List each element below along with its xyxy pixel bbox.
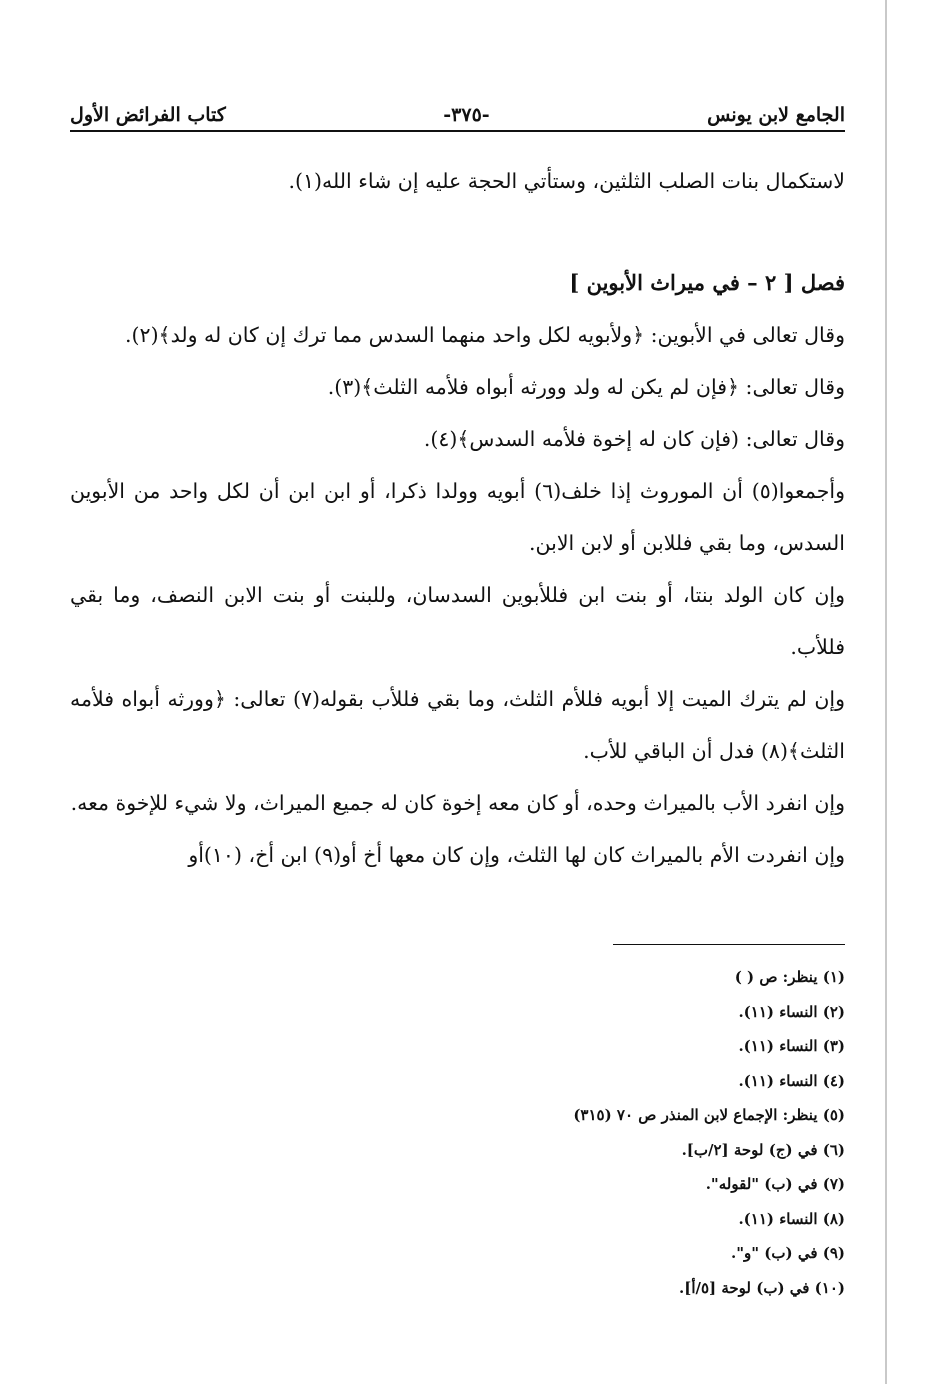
page-number: -٣٧٥- [443,104,490,126]
footnote-separator [613,944,845,945]
paragraph: وقال تعالى: (فإن كان له إخوة فلأمه السدس﴾(٤). [423,427,845,451]
header-rule [70,130,845,132]
footnote: (٥) ينظر: الإجماع لابن المنذر ص ٧٠ (٣١٥) [573,1106,845,1124]
footnote: (٨) النساء (١١). [738,1209,845,1228]
footnote: (٧) في (ب) "لقوله". [705,1175,845,1193]
footnote: (٦) في (ج) لوحة [٢/ب]. [681,1140,845,1159]
paragraph: وإن انفرد الأب بالميراث وحده، أو كان معه إخوة كان له جميع الميراث، ولا شيء للإخوة معه. [70,791,845,815]
footnote: (٣) النساء (١١). [738,1037,845,1055]
footnote: (٩) في (ب) "و". [730,1244,845,1262]
section-gap [70,207,845,257]
footnote: (١) ينظر: ص ( ) [734,968,845,986]
footnote: (١٠) في (ب) لوحة [٥/أ]. [679,1278,845,1297]
document-page [70,0,845,1384]
header-chapter-title: كتاب الفرائض الأول [70,104,226,126]
footnote: (٢) النساء (١١). [738,1002,845,1021]
paragraph-continuation: لاستكمال بنات الصلب الثلثين، وستأتي الحجة عليه إن شاء الله(١). [288,169,845,193]
section-heading: فصل [ ٢ – في ميراث الأبوين ] [569,270,845,295]
paragraph: وإن كان الولد بنتا، أو بنت ابن فللأبوين السدسان، وللبنت أو بنت الابن النصف، وما بقي فللأب. [70,583,845,659]
footnotes [425,960,845,1305]
paragraph: وقال تعالى: ﴿فإن لم يكن له ولد وورثه أبواه فلأمه الثلث﴾(٣). [327,375,845,399]
paragraph: وإن انفردت الأم بالميراث كان لها الثلث، وإن كان معها أخ أو(٩) ابن أخ، (١٠)أو [188,843,845,867]
scan-page-edge [885,0,887,1384]
paragraph: وأجمعوا(٥) أن الموروث إذا خلف(٦) أبويه وولدا ذكرا، أو ابن ابن أن لكل واحد من الأبوين السدس، وما بقي فللابن أو لابن الابن. [70,479,846,555]
paragraph: وقال تعالى في الأبوين: ﴿ولأبويه لكل واحد منهما السدس مما ترك إن كان له ولد﴾(٢). [125,323,845,347]
main-text [70,155,845,881]
header-book-title: الجامع لابن يونس [707,104,845,126]
paragraph: وإن لم يترك الميت إلا أبويه فللأم الثلث، وما بقي فللأب بقوله(٧) تعالى: ﴿وورثه أبواه فلأمه الثلث﴾(٨) فدل أن الباقي للأب. [70,687,846,763]
footnote: (٤) النساء (١١). [738,1071,845,1090]
running-header [70,92,845,132]
